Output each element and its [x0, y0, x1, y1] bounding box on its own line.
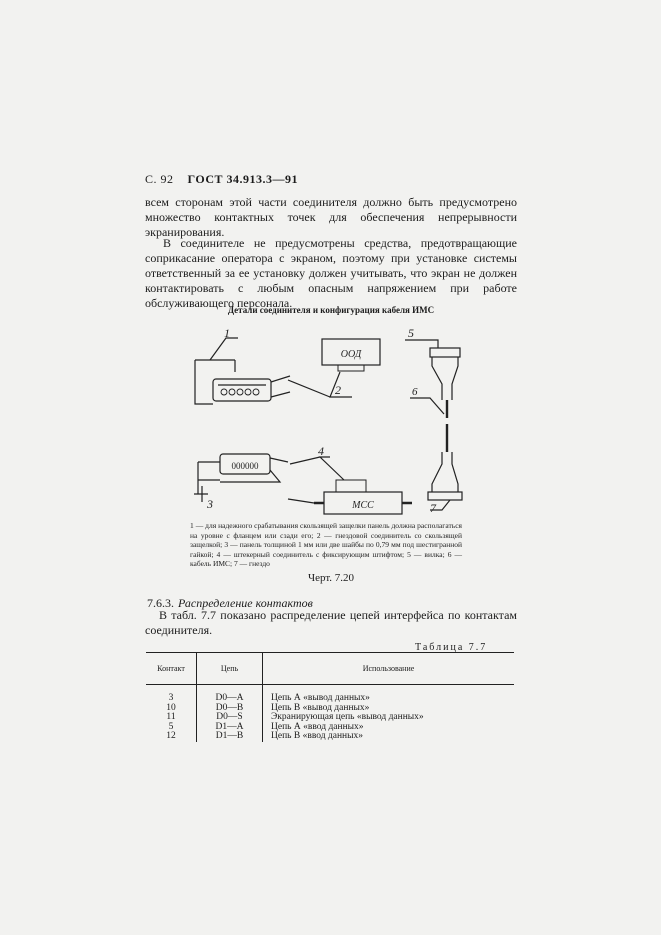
cell-usage: Цепь В «вывод данных» [263, 704, 515, 714]
table-header-row [146, 653, 514, 685]
cell-usage: Цепь В «ввод данных» [263, 732, 515, 742]
leader-4 [290, 457, 344, 480]
header-circuit: Цепь [197, 653, 263, 685]
label-4: 4 [318, 444, 324, 458]
table-row [146, 685, 514, 704]
ood-label: ООД [340, 349, 362, 360]
leader-5 [405, 340, 438, 348]
cell-contact: 3 [168, 693, 174, 703]
label-1: 1 [224, 326, 230, 340]
figure-title: Детали соединителя и конфигурация кабеля ИМС [227, 305, 435, 315]
table-row [146, 732, 514, 742]
figure-caption: 1 — для надежного срабатывания скользящей защелки панель должна располагаться на уровне с фланцем или сзади его; 2 — гнездовой соединитель со скользящей защелкой; 3 — панель толщиной 1 мм или две шайбы по 0,79 мм под шестигранной гайкой; 4 — штекерный соединитель с фиксирующим штифтом; 5 — вилка; 6 — кабель ИМС; 7 — гнездо [190, 521, 462, 568]
label-7: 7 [430, 501, 436, 515]
cell-circuit: D1—A [197, 723, 263, 733]
cell-contact: 12 [166, 731, 176, 741]
leader-1 [210, 338, 238, 360]
label-6: 6 [412, 386, 418, 398]
header-contact: Контакт [146, 653, 197, 685]
cell-contact: 11 [166, 712, 176, 722]
cell-contact: 5 [168, 721, 174, 732]
pin-circles-top [221, 389, 259, 395]
page-header [145, 172, 298, 187]
section-number: 7.6.3. [147, 596, 174, 610]
section-title: Распределение контактов [178, 596, 313, 610]
table-title: Таблица 7.7 [415, 642, 488, 653]
label-2: 2 [335, 383, 341, 397]
cell-circuit: D0—A [197, 685, 263, 704]
section-text: В табл. 7.7 показано распределение цепей интерфейса по контактам соединителя. [145, 608, 517, 637]
figure-number: Черт. 7.20 [307, 572, 355, 584]
cell-circuit: D0—B [197, 704, 263, 714]
panel-bottom [198, 462, 220, 494]
label-3: 3 [207, 497, 213, 511]
panel-top [195, 360, 235, 404]
paragraph-1: всем сторонам этой части соединителя должно быть предусмотрено множество контактных точек для обеспечения непрерывности экранирования. [145, 195, 517, 239]
page-number: С. 92 [145, 172, 174, 186]
standard-number: ГОСТ 34.913.3—91 [187, 172, 299, 186]
pin-digits: 000000 [231, 461, 259, 471]
contacts-table [146, 652, 514, 742]
cell-usage: Цепь А «ввод данных» [263, 723, 515, 733]
label-5: 5 [408, 326, 414, 340]
socket-head [428, 492, 462, 500]
socket-body [432, 452, 458, 492]
cell-circuit: D0—S [197, 713, 263, 723]
cable-to-mss [288, 499, 314, 503]
plug-head [430, 348, 460, 357]
ood-connector [338, 365, 364, 371]
cell-contact: 10 [166, 702, 176, 713]
leader-3 [194, 486, 208, 502]
leader-6 [410, 398, 444, 414]
paragraph-2: В соединителе не предусмотрены средства, предотвращающие соприкасание оператора с экраном, поэтому при установке системы ответственный за ее установку должен учитывать, что экран не должен контактировать с любым опасным напряжением при работе обслуживающего персонала. [145, 236, 517, 310]
plug-body [432, 357, 458, 400]
cell-usage: Цепь А «вывод данных» [263, 685, 515, 704]
leader-2 [288, 372, 352, 397]
cell-usage: Экранирующая цепь «вывод данных» [263, 713, 515, 723]
cell-circuit: D1—B [197, 732, 263, 742]
mss-label: МСС [352, 500, 374, 511]
connector-diagram [180, 322, 480, 517]
header-usage: Использование [263, 653, 515, 685]
mss-connector [336, 480, 366, 492]
